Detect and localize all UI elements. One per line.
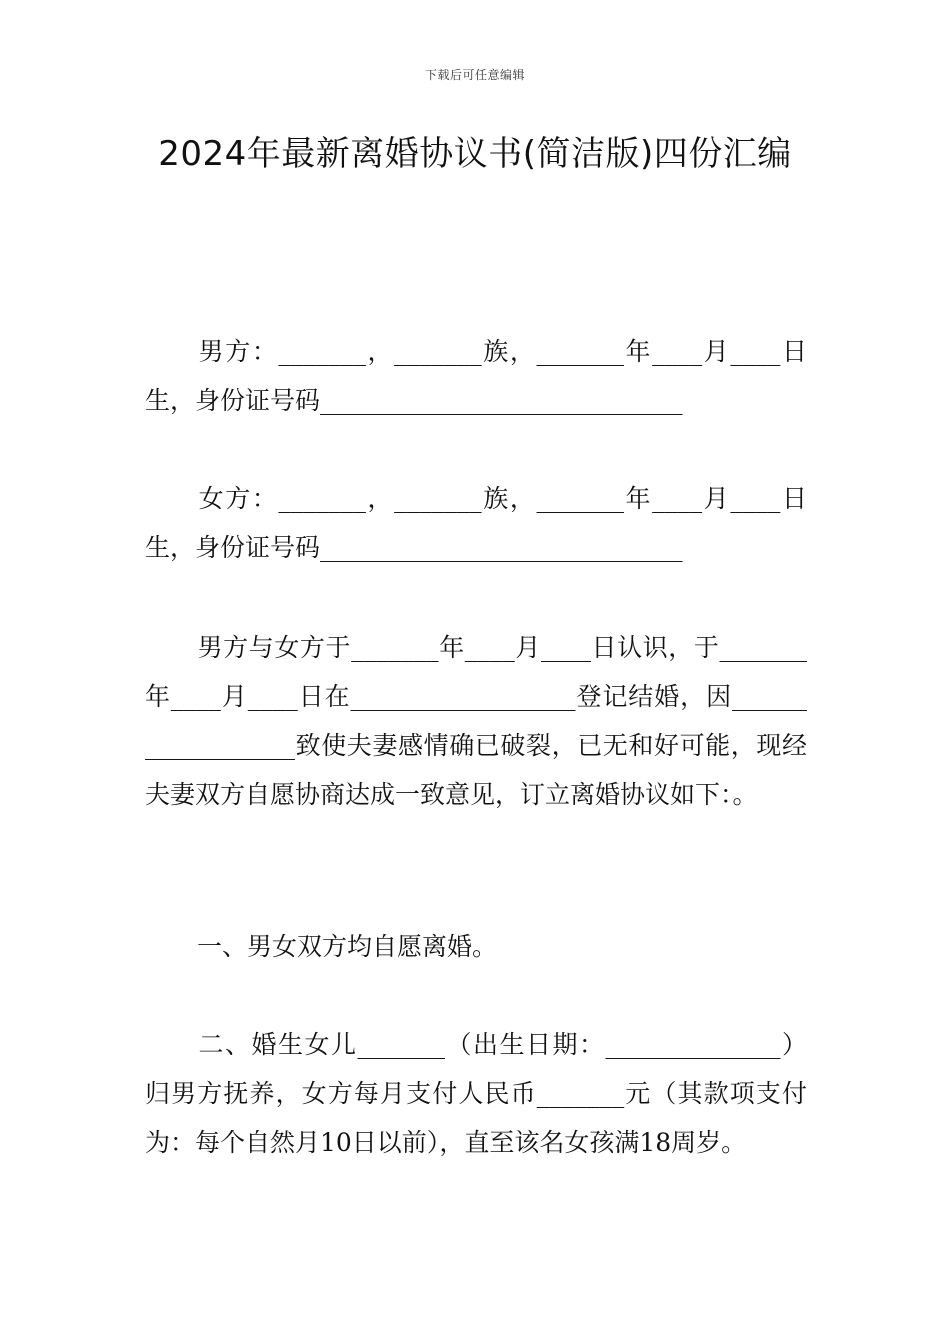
- clause-two-paragraph: [145, 1020, 807, 1167]
- clause-one-text: 一、男女双方均自愿离婚。: [197, 932, 498, 961]
- male-party-paragraph: [145, 327, 807, 425]
- male-party-text: 男方：_______，_______族，_______年____月____日生，身份证号码_____________________________: [145, 337, 807, 415]
- female-party-paragraph: [145, 474, 807, 572]
- female-party-text: 女方：_______，_______族，_______年____月____日生，身份证号码_____________________________: [145, 484, 807, 562]
- clause-one-paragraph: [145, 922, 807, 971]
- clause-two-text: 二、婚生女儿_______（出生日期：______________）归男方抚养，女方每月支付人民币_______元（其款项支付为：每个自然月10日以前），直至该名女孩满18周岁。: [145, 1030, 807, 1157]
- document-title: 2024年最新离婚协议书(简洁版)四份汇编: [158, 134, 792, 174]
- intro-text: 男方与女方于_______年____月____日认识，于_______年____月____日在__________________登记结婚，因__________________致使夫妻感情确已破裂，已无和好可能，现经夫妻双方自愿协商达成一致意见，订立离婚协议如下：。: [145, 633, 807, 809]
- header-note: 下载后可任意编辑: [424, 68, 525, 82]
- intro-paragraph: [145, 623, 807, 819]
